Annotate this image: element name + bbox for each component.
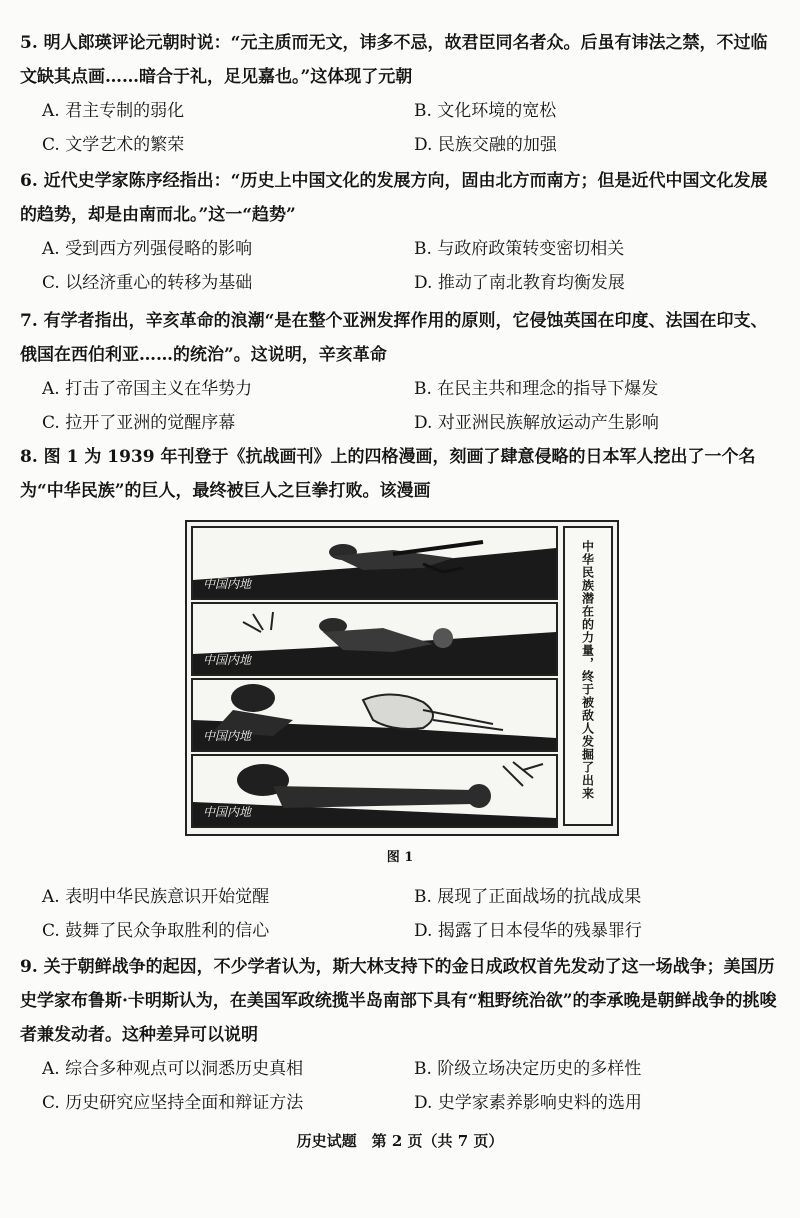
option-c: C. 鼓舞了民众争取胜利的信心 [42,921,270,941]
figure-caption: 图 1 [386,850,414,865]
question-8 [20,440,780,508]
cartoon-panel-1 [191,526,558,600]
option-c: C. 文学艺术的繁荣 [42,135,185,155]
option-d: D. 对亚洲民族解放运动产生影响 [414,413,659,433]
question-6 [20,164,780,300]
option-d: D. 史学家素养影响史料的选用 [414,1093,642,1113]
option-a: A. 君主专制的弱化 [42,101,185,121]
option-d: D. 揭露了日本侵华的残暴罪行 [414,921,642,941]
question-stem: 5. 明人郎瑛评论元朝时说：“元主质而无文，讳多不忌，故君臣同名者众。后虽有讳法之禁，不过临文缺其点画……暗合于礼，足见嘉也。”这体现了元朝 [20,33,768,87]
option-b: B. 在民主共和理念的指导下爆发 [414,379,659,399]
panel-land-label: 中国内地 [203,653,252,667]
option-d: D. 民族交融的加强 [414,135,557,155]
cartoon-panel-4 [191,754,558,828]
page-footer: 历史试题 第 2 页（共 7 页） [296,1132,504,1150]
panel-land-label: 中国内地 [203,805,252,819]
option-b: B. 阶级立场决定历史的多样性 [414,1059,642,1079]
option-a: A. 受到西方列强侵略的影响 [42,239,253,259]
option-c: C. 以经济重心的转移为基础 [42,273,253,293]
question-7 [20,304,780,440]
option-b: B. 展现了正面战场的抗战成果 [414,887,642,907]
option-a: A. 综合多种观点可以洞悉历史真相 [42,1059,304,1079]
cartoon-figure [185,520,619,836]
option-a: A. 打击了帝国主义在华势力 [42,379,253,399]
question-stem: 9. 关于朝鲜战争的起因，不少学者认为，斯大林支持下的金日成政权首先发动了这一场战争；美国历史学家布鲁斯·卡明斯认为，在美国军政统揽半岛南部下具有“粗野统治欲”的李承晚是朝鲜战争的挑唆者兼发动者。这种差异可以说明 [20,957,777,1045]
question-5 [20,26,780,162]
question-stem: 6. 近代史学家陈序经指出：“历史上中国文化的发展方向，固由北方而南方；但是近代中国文化发展的趋势，却是由南而北。”这一“趋势” [20,171,768,225]
cartoon-panel-3 [191,678,558,752]
side-caption-text: 中华民族潜在的力量，终于被敌人发掘了出来 [580,540,595,800]
question-8-options [20,880,780,948]
option-b: B. 文化环境的宽松 [414,101,557,121]
option-c: C. 拉开了亚洲的觉醒序幕 [42,413,236,433]
cartoon-side-caption [563,526,613,826]
panel-land-label: 中国内地 [203,577,252,591]
option-b: B. 与政府政策转变密切相关 [414,239,625,259]
option-a: A. 表明中华民族意识开始觉醒 [42,887,270,907]
question-stem: 8. 图 1 为 1939 年刊登于《抗战画刊》上的四格漫画，刻画了肆意侵略的日本军人挖出了一个名为“中华民族”的巨人，最终被巨人之巨拳打败。该漫画 [20,447,756,501]
question-9 [20,950,780,1120]
option-d: D. 推动了南北教育均衡发展 [414,273,625,293]
question-stem: 7. 有学者指出，辛亥革命的浪潮“是在整个亚洲发挥作用的原则，它侵蚀英国在印度、法国在印支、俄国在西伯利亚……的统治”。这说明，辛亥革命 [20,311,768,365]
panel-land-label: 中国内地 [203,729,252,743]
cartoon-panel-2 [191,602,558,676]
option-c: C. 历史研究应坚持全面和辩证方法 [42,1093,304,1113]
